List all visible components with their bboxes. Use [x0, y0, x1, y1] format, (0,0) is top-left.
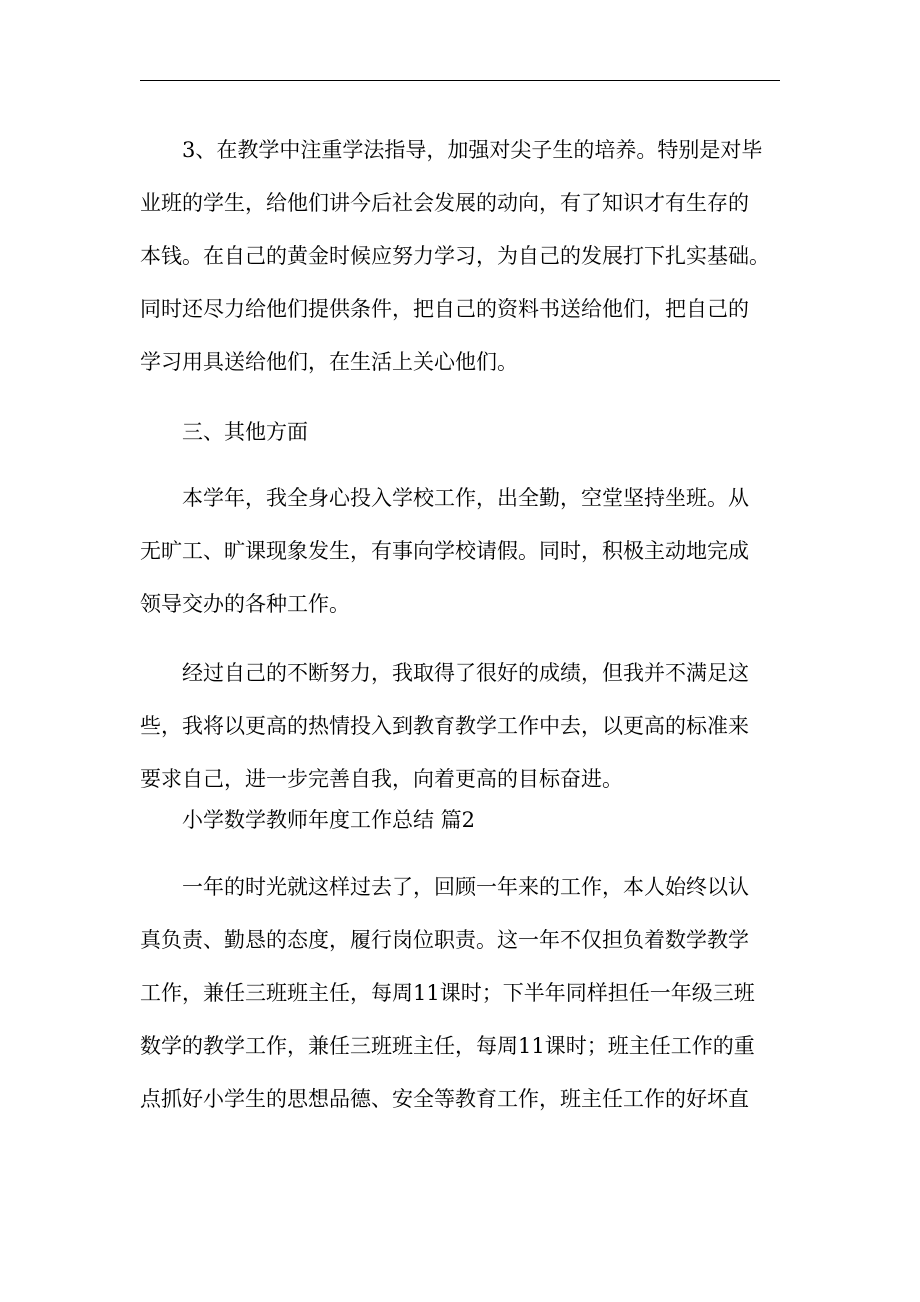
- text-line: 业班的学生，给他们讲今后社会发展的动向，有了知识才有生存的: [140, 191, 749, 215]
- text-line: 经过自己的不断努力，我取得了很好的成绩，但我并不满足这: [182, 661, 749, 685]
- text-line: 本钱。在自己的黄金时候应努力学习，为自己的发展打下扎实基础。: [140, 244, 770, 268]
- title-text: 小学数学教师年度工作总结 篇2: [182, 808, 476, 832]
- text-line: 工作，兼任三班班主任，每周11课时；下半年同样担任一年级三班: [140, 981, 755, 1005]
- text-line: 一年的时光就这样过去了，回顾一年来的工作，本人始终以认: [182, 875, 749, 899]
- text-line: 些，我将以更高的热情投入到教育教学工作中去，以更高的标准来: [140, 714, 749, 738]
- text-line: 本学年，我全身心投入学校工作，出全勤，空堂坚持坐班。从: [182, 486, 749, 510]
- text-line: 要求自己，进一步完善自我，向着更高的目标奋进。: [140, 767, 623, 791]
- text-line: 点抓好小学生的思想品德、安全等教育工作，班主任工作的好坏直: [140, 1087, 749, 1111]
- text-line: 领导交办的各种工作。: [140, 592, 350, 616]
- section-heading-other: [140, 406, 780, 459]
- text-line: 学习用具送给他们，在生活上关心他们。: [140, 350, 518, 374]
- header-rule: [140, 80, 780, 81]
- paragraph-study-guidance: [140, 124, 780, 389]
- article-title-part-2: [140, 794, 780, 847]
- text-line: 3、在教学中注重学法指导，加强对尖子生的培养。特别是对毕: [182, 138, 763, 162]
- heading-text: 三、其他方面: [182, 420, 308, 444]
- paragraph-conclusion: [140, 647, 780, 806]
- text-line: 同时还尽力给他们提供条件，把自己的资料书送给他们，把自己的: [140, 297, 749, 321]
- paragraph-attendance: [140, 472, 780, 631]
- text-line: 无旷工、旷课现象发生，有事向学校请假。同时，积极主动地完成: [140, 539, 749, 563]
- paragraph-year-review: [140, 861, 780, 1126]
- text-line: 数学的教学工作，兼任三班班主任，每周11课时；班主任工作的重: [140, 1034, 755, 1058]
- text-line: 真负责、勤恳的态度，履行岗位职责。这一年不仅担负着数学教学: [140, 928, 749, 952]
